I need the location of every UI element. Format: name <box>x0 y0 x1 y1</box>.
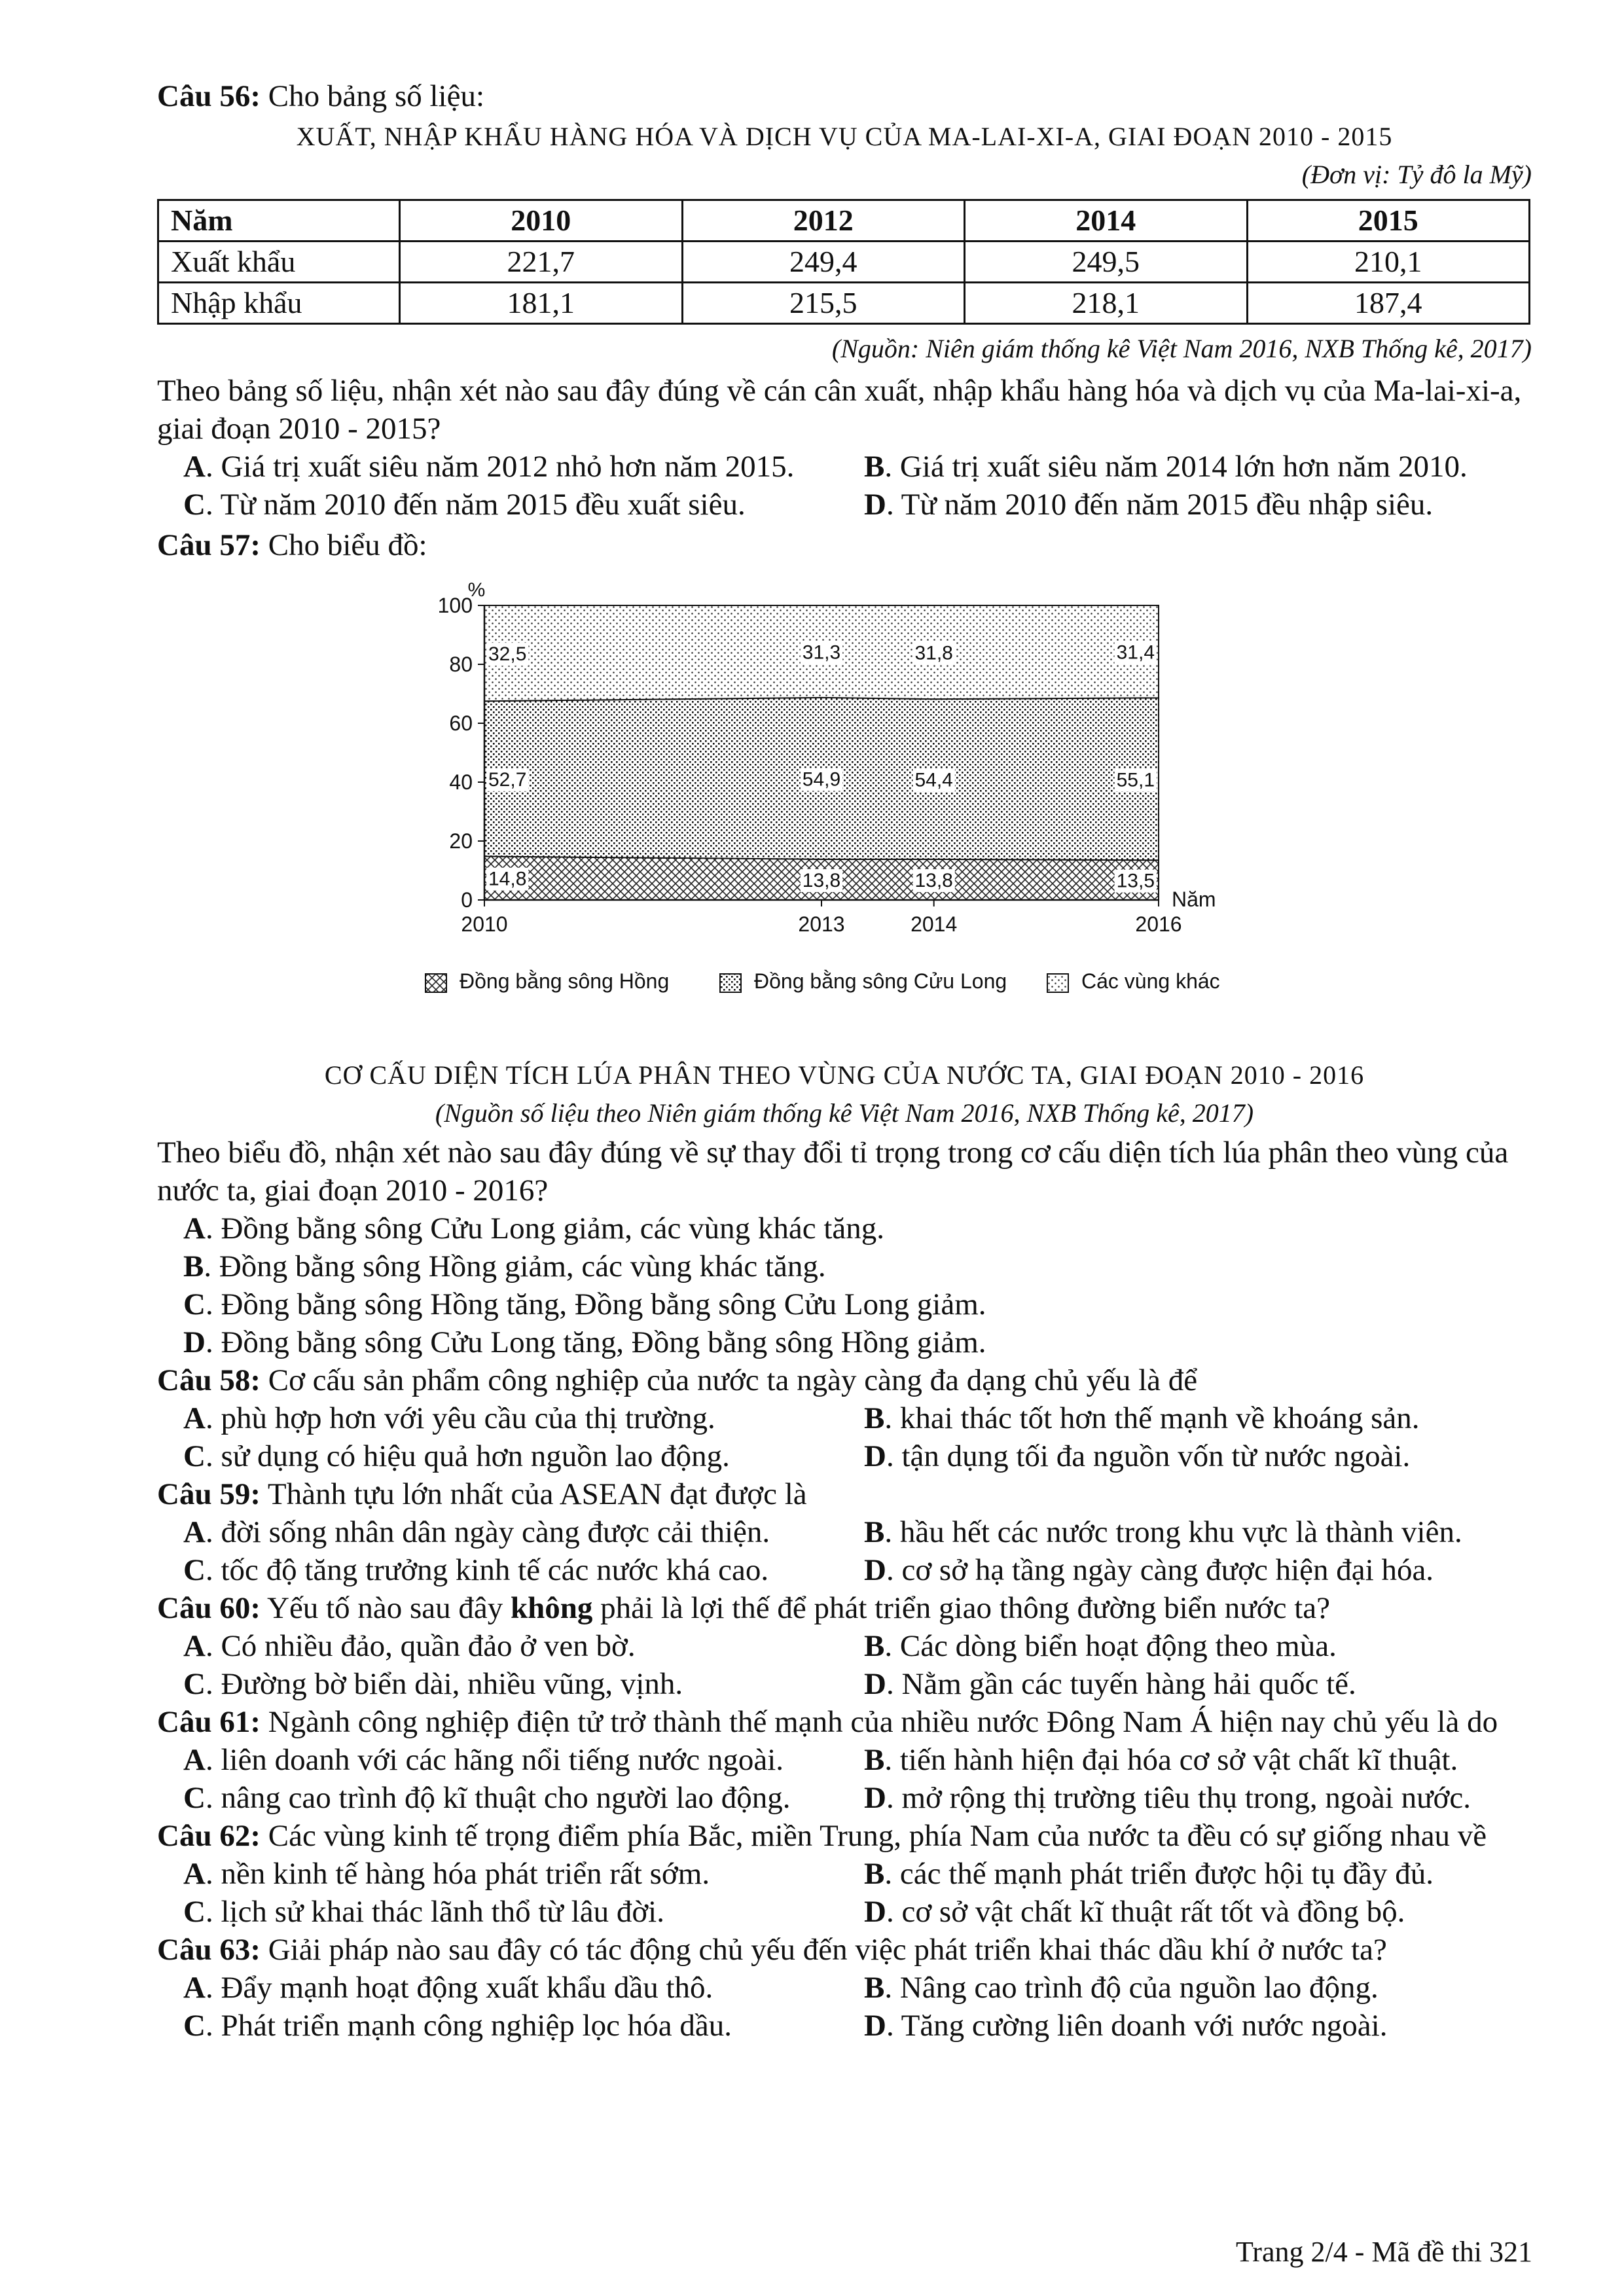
table-header-cell: 2012 <box>682 200 965 242</box>
q56-data-table <box>157 199 1530 325</box>
option-b[interactable]: B. Nâng cao trình độ của nguồn lao động. <box>864 1971 1379 2005</box>
q56-question: Theo bảng số liệu, nhận xét nào sau đây đúng về cán cân xuất, nhập khẩu hàng hóa và dịch vụ của Ma-lai-xi-a, giai đoạn 2010 - 2015? <box>157 374 1522 446</box>
option-b[interactable]: B. hầu hết các nước trong khu vực là thành viên. <box>864 1515 1462 1549</box>
q57-chart-source: (Nguồn số liệu theo Niên giám thống kê Việt Nam 2016, NXB Thống kê, 2017) <box>435 1098 1254 1128</box>
q57-question: Theo biểu đồ, nhận xét nào sau đây đúng về sự thay đổi tỉ trọng trong cơ cấu diện tích lúa phân theo vùng của nước ta, giai đoạn 2010 - 2016? <box>157 1136 1509 1208</box>
q62-options <box>157 1855 1532 1931</box>
option-b[interactable]: B. Giá trị xuất siêu năm 2014 lớn hơn năm 2010. <box>864 450 1468 484</box>
x-tick-label: 2014 <box>911 912 958 936</box>
option-b[interactable]: B. tiến hành hiện đại hóa cơ sở vật chất kĩ thuật. <box>864 1743 1458 1777</box>
q56-table-title: XUẤT, NHẬP KHẨU HÀNG HÓA VÀ DỊCH VỤ CỦA MA-LAI-XI-A, GIAI ĐOẠN 2010 - 2015 <box>296 122 1393 151</box>
data-label: 14,8 <box>488 868 527 890</box>
option-c[interactable]: C. Phát triển mạnh công nghiệp lọc hóa dầu. <box>183 2009 732 2043</box>
option-a[interactable]: A. Có nhiều đảo, quần đảo ở ven bờ. <box>183 1629 636 1663</box>
q56-options <box>157 448 1532 524</box>
data-label: 54,4 <box>914 769 953 791</box>
table-header-cell: 2015 <box>1247 200 1530 242</box>
data-label: 13,8 <box>802 869 841 891</box>
option-c[interactable]: C. Từ năm 2010 đến năm 2015 đều xuất siêu. <box>183 488 746 522</box>
rice-area-chart <box>157 569 1532 1047</box>
table-header-row <box>158 200 1530 242</box>
table-cell: 215,5 <box>682 283 965 324</box>
legend-swatch <box>425 974 446 992</box>
table-row <box>158 242 1530 283</box>
q56-prompt: Câu 56: Cho bảng số liệu: <box>157 79 485 113</box>
q60-question: Câu 60: Yếu tố nào sau đây không phải là lợi thế để phát triển giao thông đường biển nước ta? <box>157 1591 1330 1625</box>
option-a[interactable]: A. phù hợp hơn với yêu cầu của thị trường. <box>183 1401 715 1435</box>
q56-unit: (Đơn vị: Tỷ đô la Mỹ) <box>1301 160 1532 189</box>
q57-prompt: Câu 57: Cho biểu đồ: <box>157 528 427 562</box>
data-label: 31,3 <box>802 641 841 664</box>
q56-source: (Nguồn: Niên giám thống kê Việt Nam 2016, NXB Thống kê, 2017) <box>831 334 1532 363</box>
data-label: 54,9 <box>802 768 841 791</box>
exam-page <box>157 77 1532 2045</box>
page-footer: Trang 2/4 - Mã đề thi 321 <box>1235 2236 1532 2268</box>
y-tick-label: 0 <box>461 888 473 912</box>
option-c[interactable]: C. lịch sử khai thác lãnh thổ từ lâu đời. <box>183 1895 664 1929</box>
table-row <box>158 283 1530 324</box>
q58-options <box>157 1399 1532 1475</box>
option-d[interactable]: D. Tăng cường liên doanh với nước ngoài. <box>864 2009 1388 2043</box>
option-d[interactable]: D. cơ sở hạ tầng ngày càng được hiện đại hóa. <box>864 1553 1434 1587</box>
x-tick-label: 2016 <box>1135 912 1182 936</box>
q57-options <box>157 1210 1532 1361</box>
q58-question: Câu 58: Cơ cấu sản phẩm công nghiệp của nước ta ngày càng đa dạng chủ yếu là để <box>157 1363 1198 1397</box>
q61-question: Câu 61: Ngành công nghiệp điện tử trở thành thế mạnh của nhiều nước Đông Nam Á hiện nay chủ yếu là do <box>157 1705 1498 1739</box>
legend-label: Các vùng khác <box>1081 969 1220 993</box>
option-b[interactable]: B. Các dòng biển hoạt động theo mùa. <box>864 1629 1337 1663</box>
option-b[interactable]: B. các thế mạnh phát triển được hội tụ đầy đủ. <box>864 1857 1434 1891</box>
q61-options <box>157 1741 1532 1817</box>
option-c[interactable]: C. tốc độ tăng trưởng kinh tế các nước khá cao. <box>183 1553 769 1587</box>
q63-question: Câu 63: Giải pháp nào sau đây có tác động chủ yếu đến việc phát triển khai thác dầu khí ở nước ta? <box>157 1933 1387 1967</box>
table-header-cell: Năm <box>158 200 400 242</box>
y-tick-label: 60 <box>449 711 473 735</box>
q57-chart-title: CƠ CẤU DIỆN TÍCH LÚA PHÂN THEO VÙNG CỦA NƯỚC TA, GIAI ĐOẠN 2010 - 2016 <box>324 1060 1365 1090</box>
q59-question: Câu 59: Thành tựu lớn nhất của ASEAN đạt được là <box>157 1477 807 1511</box>
data-label: 31,4 <box>1116 641 1155 664</box>
legend-label: Đồng bằng sông Hồng <box>460 969 670 993</box>
stacked-area-chart <box>157 569 1532 1047</box>
table-cell: 249,4 <box>682 242 965 283</box>
table-cell: 218,1 <box>965 283 1248 324</box>
legend-swatch <box>1047 974 1068 992</box>
table-cell: Nhập khẩu <box>158 283 400 324</box>
option-d[interactable]: D. Đồng bằng sông Cửu Long tăng, Đồng bằng sông Hồng giảm. <box>183 1325 986 1359</box>
x-tick-label: 2010 <box>461 912 508 936</box>
data-label: 13,5 <box>1116 870 1155 892</box>
option-b[interactable]: B. khai thác tốt hơn thế mạnh về khoáng sản. <box>864 1401 1420 1435</box>
option-d[interactable]: D. Từ năm 2010 đến năm 2015 đều nhập siêu. <box>864 488 1434 522</box>
y-axis-label: % <box>467 579 486 601</box>
option-d[interactable]: D. tận dụng tối đa nguồn vốn từ nước ngoài. <box>864 1439 1411 1473</box>
x-axis-label: Năm <box>1172 888 1216 911</box>
data-label: 55,1 <box>1116 769 1155 791</box>
data-label: 31,8 <box>914 642 953 664</box>
table-cell: 221,7 <box>400 242 683 283</box>
data-label: 32,5 <box>488 643 527 666</box>
option-a[interactable]: A. nền kinh tế hàng hóa phát triển rất sớm. <box>183 1857 710 1891</box>
option-a[interactable]: A. Đẩy mạnh hoạt động xuất khẩu dầu thô. <box>183 1971 713 2005</box>
y-tick-label: 40 <box>449 770 473 794</box>
option-a[interactable]: A. liên doanh với các hãng nổi tiếng nước ngoài. <box>183 1743 784 1777</box>
option-b[interactable]: B. Đồng bằng sông Hồng giảm, các vùng khác tăng. <box>183 1249 826 1283</box>
option-d[interactable]: D. mở rộng thị trường tiêu thụ trong, ngoài nước. <box>864 1781 1471 1815</box>
option-c[interactable]: C. Đường bờ biển dài, nhiều vũng, vịnh. <box>183 1667 683 1701</box>
table-cell: 210,1 <box>1247 242 1530 283</box>
y-tick-label: 100 <box>437 594 473 617</box>
option-a[interactable]: A. Đồng bằng sông Cửu Long giảm, các vùng khác tăng. <box>183 1211 885 1246</box>
table-cell: 187,4 <box>1247 283 1530 324</box>
option-c[interactable]: C. nâng cao trình độ kĩ thuật cho người lao động. <box>183 1781 791 1815</box>
table-header-cell: 2014 <box>965 200 1248 242</box>
table-cell: Xuất khẩu <box>158 242 400 283</box>
option-a[interactable]: A. đời sống nhân dân ngày càng được cải thiện. <box>183 1515 770 1549</box>
table-header-cell: 2010 <box>400 200 683 242</box>
option-c[interactable]: C. Đồng bằng sông Hồng tăng, Đồng bằng sông Cửu Long giảm. <box>183 1287 986 1321</box>
q62-question: Câu 62: Các vùng kinh tế trọng điểm phía Bắc, miền Trung, phía Nam của nước ta đều có sự giống nhau về <box>157 1819 1487 1853</box>
option-a[interactable]: A. Giá trị xuất siêu năm 2012 nhỏ hơn năm 2015. <box>183 450 795 484</box>
legend-label: Đồng bằng sông Cửu Long <box>754 969 1007 993</box>
y-tick-label: 80 <box>449 653 473 676</box>
table-cell: 249,5 <box>965 242 1248 283</box>
q63-options <box>157 1969 1532 2045</box>
x-tick-label: 2013 <box>798 912 845 936</box>
table-cell: 181,1 <box>400 283 683 324</box>
option-d[interactable]: D. Nằm gần các tuyến hàng hải quốc tế. <box>864 1667 1356 1701</box>
data-label: 13,8 <box>914 869 953 891</box>
y-tick-label: 20 <box>449 829 473 853</box>
legend-swatch <box>720 974 741 992</box>
q59-options <box>157 1513 1532 1589</box>
q60-options <box>157 1627 1532 1703</box>
data-label: 52,7 <box>488 768 527 791</box>
option-d[interactable]: D. cơ sở vật chất kĩ thuật rất tốt và đồng bộ. <box>864 1895 1405 1929</box>
option-c[interactable]: C. sử dụng có hiệu quả hơn nguồn lao động. <box>183 1439 730 1473</box>
